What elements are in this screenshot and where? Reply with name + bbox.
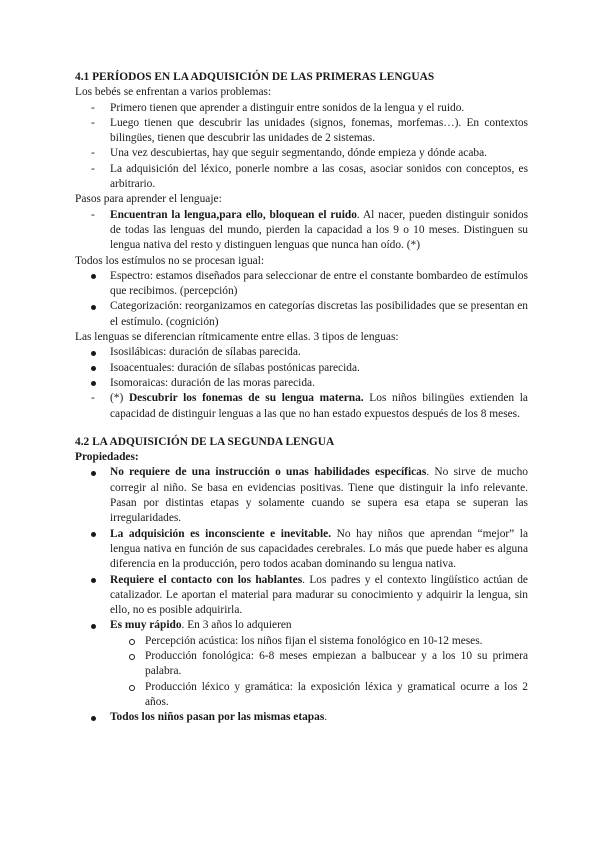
list-item: Isomoraicas: duración de las moras parecida. — [75, 376, 528, 391]
note-bold: Descubrir los fonemas de su lengua materna. — [128, 392, 364, 405]
list-item: - Una vez descubiertas, hay que seguir segmentando, dónde empieza y dónde acaba. — [75, 146, 528, 161]
steps-intro: Pasos para aprender el lenguaje: — [75, 193, 222, 206]
list-item: Espectro: estamos diseñados para seleccionar de entre el constante bombardeo de estímulos que recibimos. (percepción) — [75, 269, 528, 300]
step1-text: . Al nacer, pueden distinguir sonidos de todas las lenguas del mundo, pierden la capacidad a los 9 o 10 meses. Distinguen su lengua nativa del resto y distinguen lenguas que nunca han oído. (*) — [110, 208, 529, 252]
list-item: - La adquisición del léxico, ponerle nombre a las cosas, asociar sonidos con conceptos, es arbitrario. — [75, 162, 528, 193]
property-4-bold: Es muy rápido — [110, 619, 182, 632]
list-item — [75, 573, 528, 619]
property-4-text: . En 3 años lo adquieren — [181, 619, 292, 632]
list-item — [75, 391, 528, 422]
sub-list-item: Producción léxico y gramática: la exposición léxica y gramatical ocurre a los 2 años. — [75, 680, 528, 711]
property-1-bold: No requiere de una instrucción o unas habilidades específicas — [110, 466, 427, 479]
section-1-heading: 4.1 PERÍODOS EN LA ADQUISICIÓN DE LAS PRIMERAS LENGUAS — [75, 71, 435, 83]
property-1-text: . No sirve de mucho corregir al niño. Se basa en evidencias positivas. Tiene que distinguir la info relevante. Pasan por distintas etapas y solamente cuando se supera esa etapa se superan las irregularidades. — [110, 466, 529, 525]
list-item: Isosilábicas: duración de sílabas parecida. — [75, 345, 528, 360]
section-spacer — [75, 422, 528, 435]
property-3-bold: Requiere el contacto con los hablantes — [110, 573, 303, 586]
list-item: Categorización: reorganizamos en categorías discretas las posibilidades que se presentan en el estímulo. (cognición) — [75, 299, 528, 330]
list-item: - Primero tienen que aprender a distinguir entre sonidos de la lengua y el ruido. — [75, 101, 528, 116]
list-item — [75, 208, 528, 254]
property-3-text: . Los padres y el contexto lingüístico actúan de catalizador. Le aportan el material para madurar su conocimiento y adquirir la lengua, sin ello, no es posible adquirirla. — [110, 573, 528, 617]
list-item — [75, 710, 528, 725]
sub-list-item: Percepción acústica: los niños fijan el sistema fonológico en 10-12 meses. — [75, 634, 528, 649]
list-item — [75, 527, 528, 573]
document-page — [75, 70, 528, 725]
property-5-text: . — [324, 711, 328, 724]
section-2-heading: 4.2 LA ADQUISICIÓN DE LA SEGUNDA LENGUA — [75, 435, 335, 448]
stimuli-intro: Todos los estímulos no se procesan igual: — [75, 254, 265, 267]
sub-list-item: Producción fonológica: 6-8 meses empiezan a balbucear y a los 10 su primera palabra. — [75, 649, 528, 680]
list-item — [75, 618, 528, 633]
step1-bold: Encuentran la lengua,para ello, bloquean el ruido — [110, 208, 357, 221]
list-item: Isoacentuales: duración de sílabas postónicas parecida. — [75, 361, 528, 376]
property-2-text: No hay niños que aprendan “mejor” la lengua nativa en función de sus capacidades cerebrales. Lo más que puede haber es alguna diferencia en la producción, pero todos acaban dominando su lengua nativa. — [110, 527, 529, 571]
property-2-bold: La adquisición es inconsciente e inevitable. — [110, 527, 332, 540]
problems-intro: Los bebés se enfrentan a varios problemas: — [75, 86, 272, 99]
property-5-bold: Todos los niños pasan por las mismas etapas — [110, 711, 325, 724]
properties-subheading: Propiedades: — [75, 451, 139, 464]
list-item — [75, 465, 528, 526]
list-item: - Luego tienen que descubrir las unidades (signos, fonemas, morfemas…). En contextos bilingües, tienen que descubrir las unidades de 2 sistemas. — [75, 116, 528, 147]
note-prefix: (*) — [110, 392, 129, 405]
languages-intro: Las lenguas se diferencian rítmicamente entre ellas. 3 tipos de lenguas: — [75, 331, 399, 344]
note-text: Los niños bilingües extienden la capacidad de distinguir lenguas a las que no han estado expuestos después de los 8 meses. — [110, 392, 528, 420]
